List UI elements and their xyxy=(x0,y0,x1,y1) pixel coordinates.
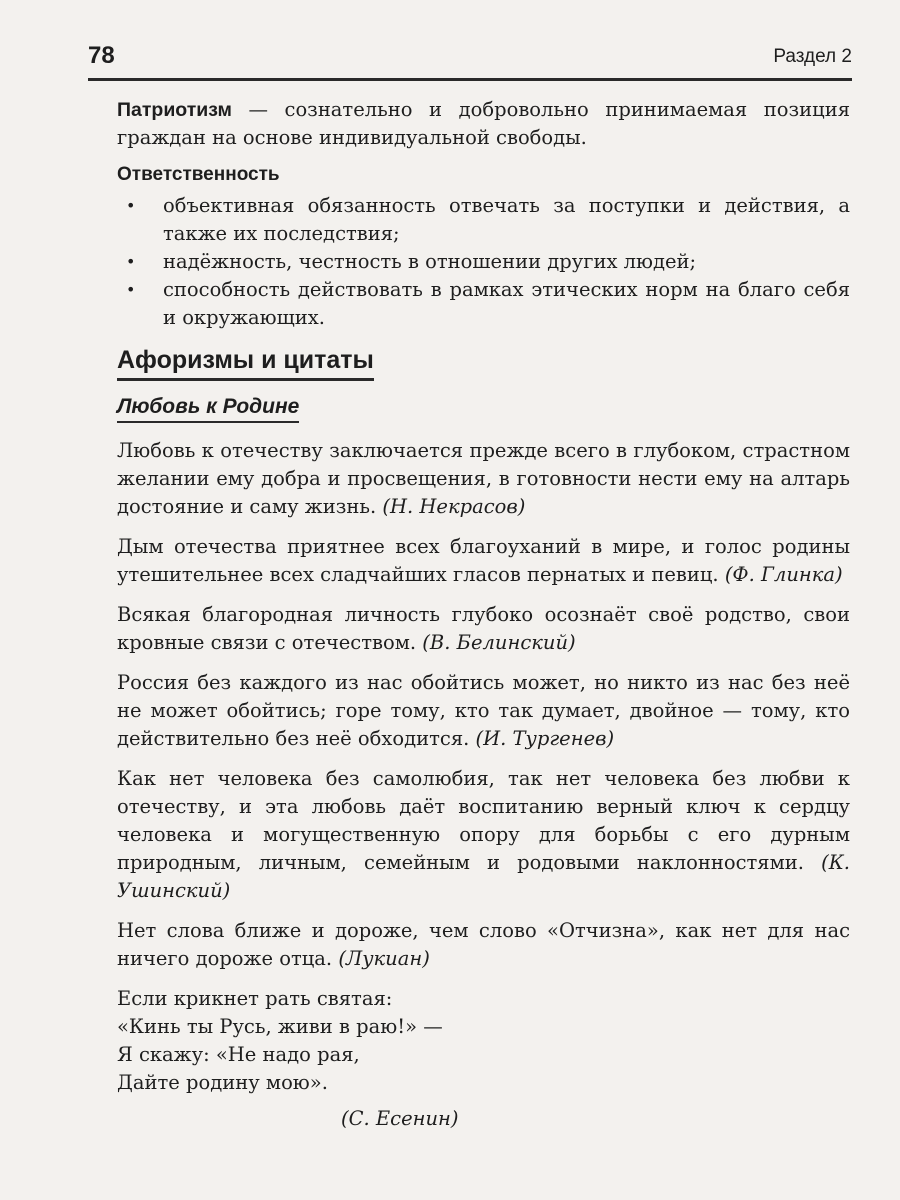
definition-text: — сознательно и добровольно принимаемая позиция граждан на основе индивидуальной свободы. xyxy=(117,98,850,149)
section-label: Раздел 2 xyxy=(773,46,852,67)
aphorisms-heading: Афоризмы и цитаты xyxy=(117,346,374,381)
quote: Россия без каждого из нас обойтись может, но никто из нас без неё не может обойтись; горе тому, кто так думает, двойное — тому, кто действительно без неё обходится. (И. Тургенев) xyxy=(117,671,850,750)
quote-author: (В. Белинский) xyxy=(422,631,576,654)
quote: Любовь к отечеству заключается прежде всего в глубоком, страстном желании ему добра и просвещения, в готовности нести ему на алтарь достояние и саму жизнь. (Н. Некрасов) xyxy=(117,439,850,518)
responsibility-heading: Ответственность xyxy=(117,164,280,185)
bullet-icon: • xyxy=(126,252,136,271)
quote-author: (К. Ушинский) xyxy=(117,851,850,902)
quote-author: (Лукиан) xyxy=(338,947,430,970)
love-for-motherland-subheading: Любовь к Родине xyxy=(117,395,299,423)
bullet-icon: • xyxy=(126,196,136,215)
list-item: • объективная обязанность отвечать за поступки и действия, а также их последствия; xyxy=(126,194,850,245)
patriotism-definition xyxy=(117,96,850,152)
quote-author: (И. Тургенев) xyxy=(475,727,615,750)
page-header xyxy=(88,38,852,81)
list-item: • способность действовать в рамках этических норм на благо себя и окружающих. xyxy=(126,278,850,329)
poem-line: Дайте родину мою». xyxy=(117,1071,328,1094)
quote-author: (Н. Некрасов) xyxy=(382,495,526,518)
quote: Нет слова ближе и дороже, чем слово «Отчизна», как нет для нас ничего дороже отца. (Лукиан) xyxy=(117,919,850,970)
page-content xyxy=(117,96,850,1133)
poem-line: Я скажу: «Не надо рая, xyxy=(117,1043,360,1066)
poem-line: «Кинь ты Русь, живи в раю!» — xyxy=(117,1015,443,1038)
poem-line: Если крикнет рать святая: xyxy=(117,987,393,1010)
definition-term: Патриотизм xyxy=(117,99,232,121)
quote-author: (Ф. Глинка) xyxy=(724,563,843,586)
quote: Дым отечества приятнее всех благоуханий в мире, и голос родины утешительнее всех сладчайших гласов пернатых и певиц. (Ф. Глинка) xyxy=(117,535,850,586)
quote: Как нет человека без самолюбия, так нет человека без любви к отечеству, и эта любовь даёт воспитанию верный ключ к сердцу человека и могущественную опору для борьбы с его дурным природным, личным, семейным и родовыми наклонностями. (К. Ушинский) xyxy=(117,767,850,902)
list-item: • надёжность, честность в отношении других людей; xyxy=(117,248,850,276)
responsibility-list xyxy=(117,192,850,332)
quote: Всякая благородная личность глубоко осознаёт своё родство, свои кровные связи с отечеством. (В. Белинский) xyxy=(117,603,850,654)
poem-author: (С. Есенин) xyxy=(341,1107,459,1130)
poem xyxy=(117,985,850,1133)
page-number: 78 xyxy=(88,42,115,69)
bullet-icon: • xyxy=(126,280,136,299)
